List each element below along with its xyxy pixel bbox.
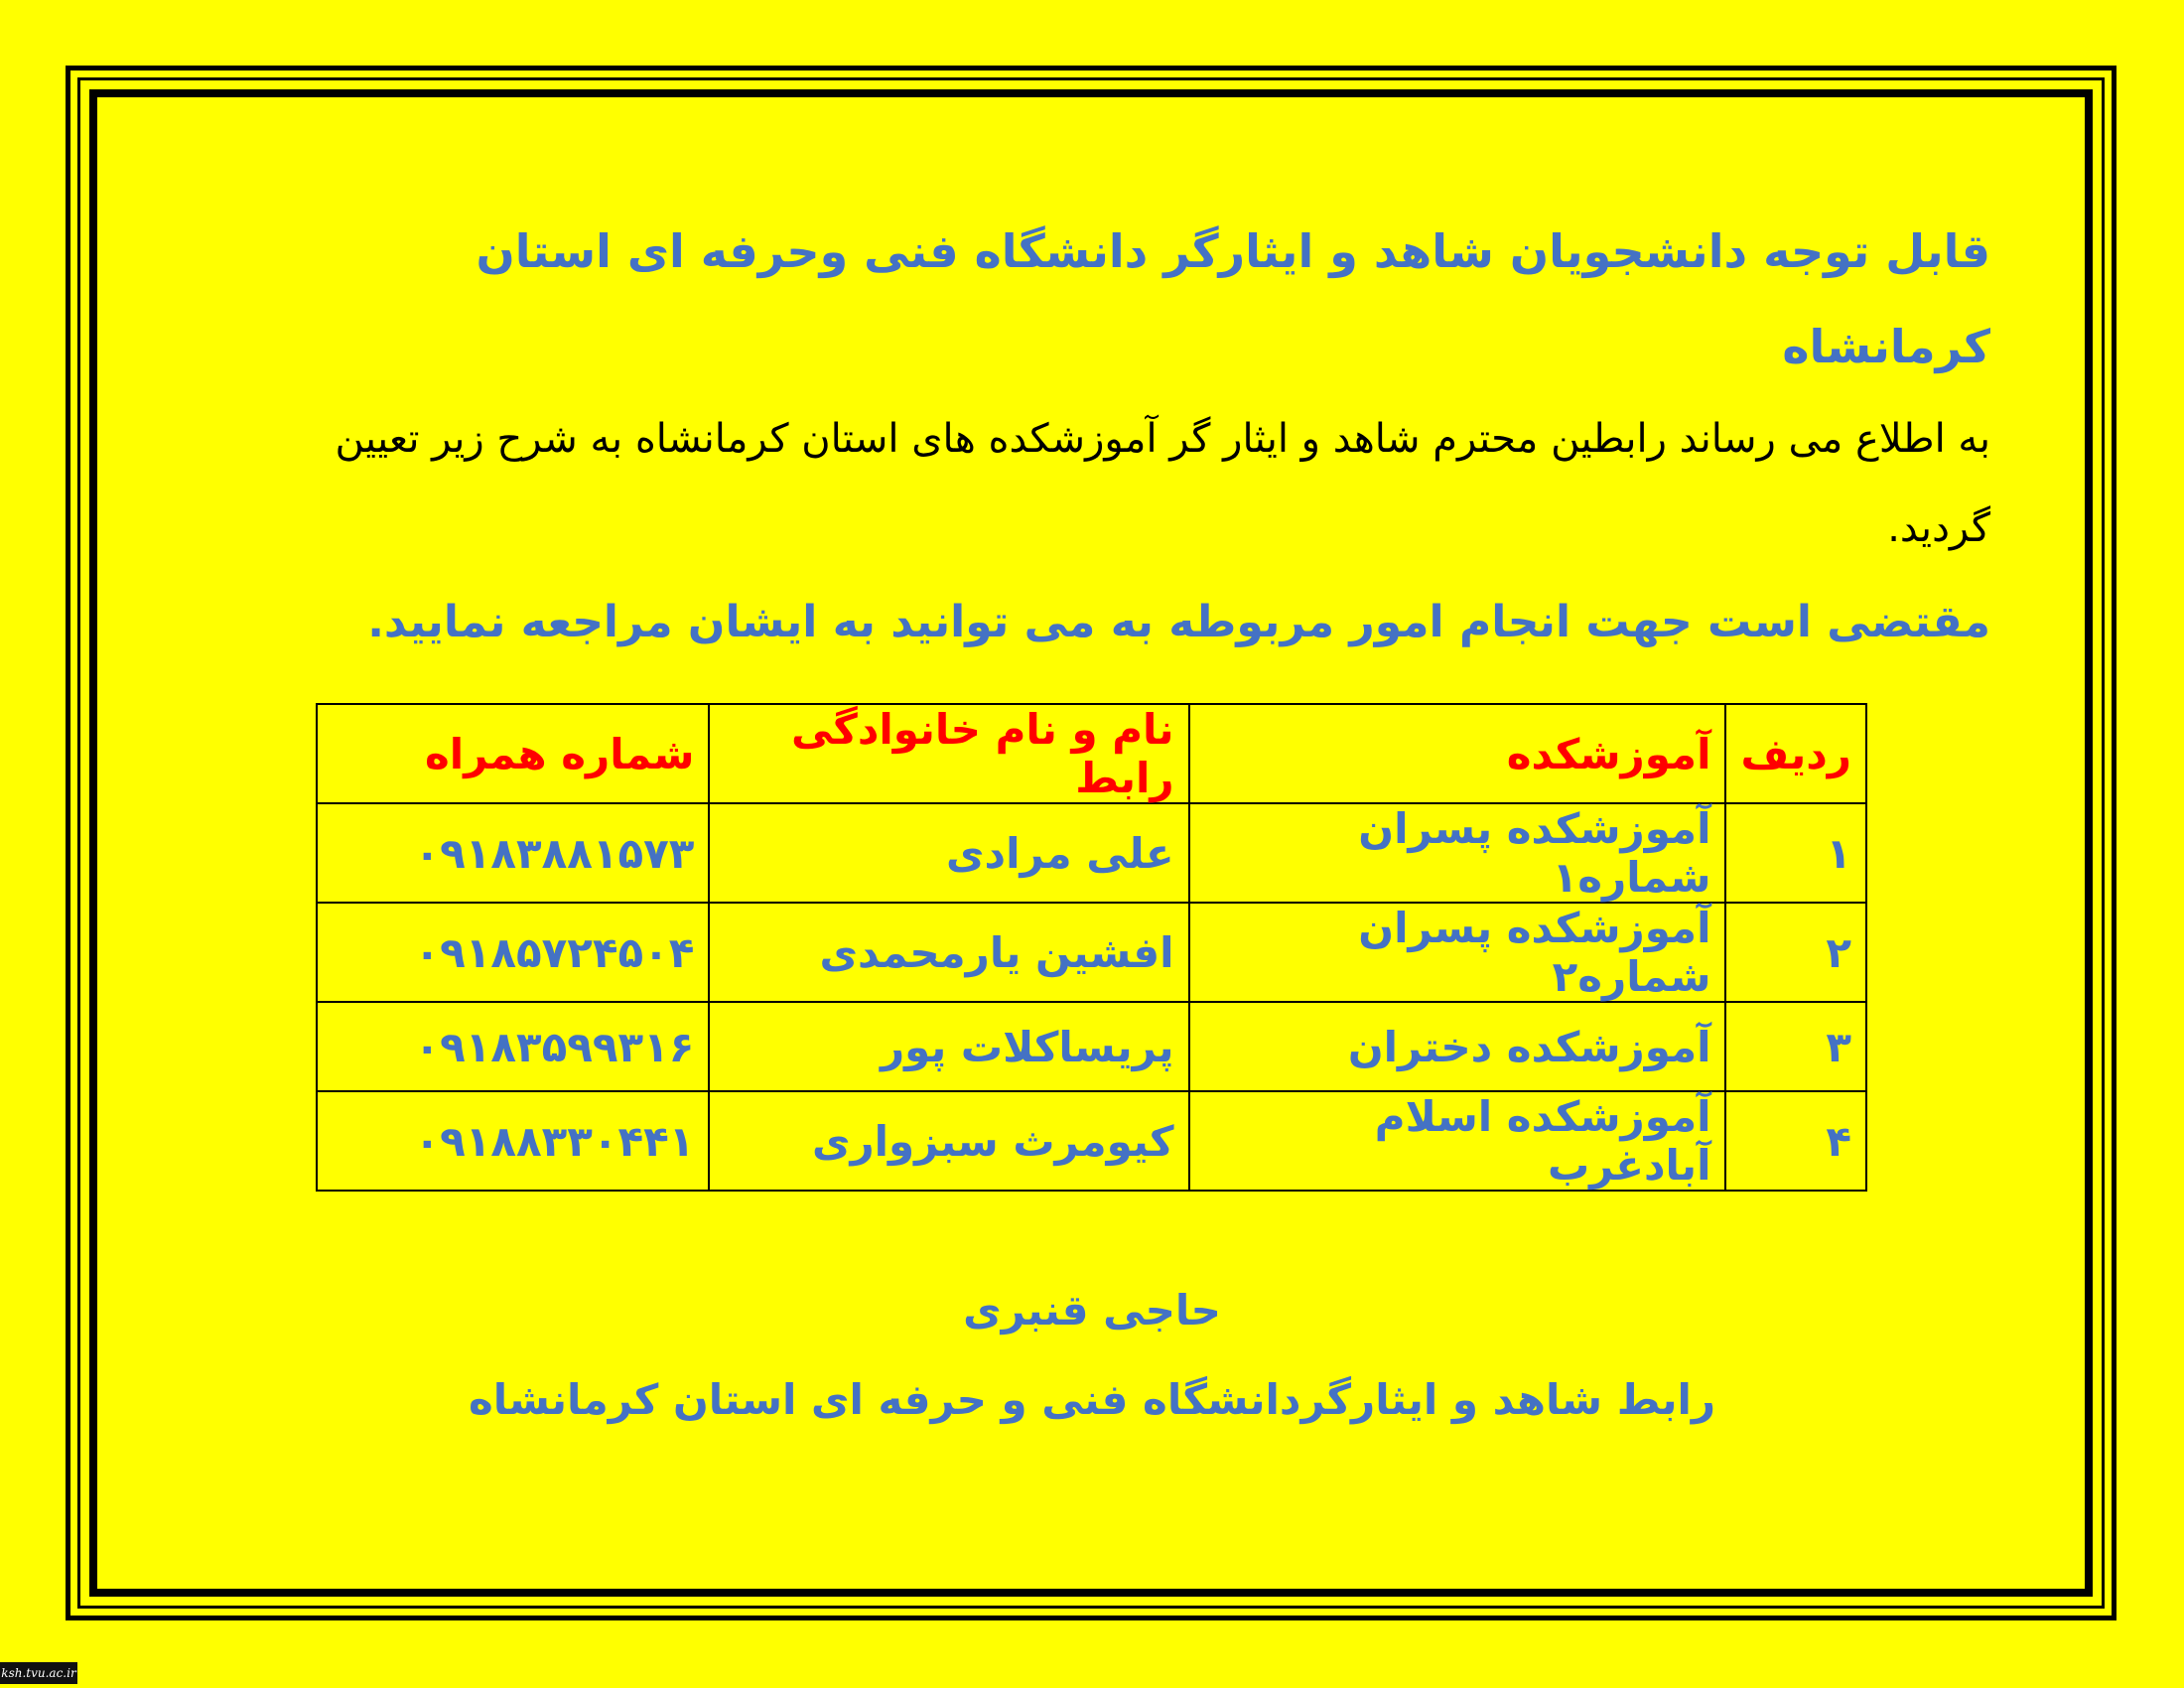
row-school: آموزشکده پسران شماره۱ bbox=[1189, 803, 1726, 903]
row-name: پریساکلات پور bbox=[709, 1002, 1188, 1091]
row-phone: ۰۹۱۸۸۳۳۰۴۴۱ bbox=[317, 1091, 709, 1191]
table-row bbox=[317, 903, 1866, 1002]
contacts-table bbox=[316, 703, 1867, 1192]
row-index: ۲ bbox=[1725, 903, 1866, 1002]
table-row bbox=[317, 1091, 1866, 1191]
table-row bbox=[317, 803, 1866, 903]
row-name: افشین یارمحمدی bbox=[709, 903, 1188, 1002]
header-school: آموزشکده bbox=[1189, 704, 1726, 803]
row-phone: ۰۹۱۸۳۸۸۱۵۷۳ bbox=[317, 803, 709, 903]
row-school: آموزشکده دختران bbox=[1189, 1002, 1726, 1091]
row-name: علی مرادی bbox=[709, 803, 1188, 903]
header-phone: شماره همراه bbox=[317, 704, 709, 803]
signature-name: حاجی قنبری bbox=[963, 1286, 1221, 1335]
row-index: ۴ bbox=[1725, 1091, 1866, 1191]
row-index: ۳ bbox=[1725, 1002, 1866, 1091]
signature-role: رابط شاهد و ایثارگردانشگاه فنی و حرفه ای استان کرمانشاه bbox=[468, 1375, 1716, 1424]
header-index: ردیف bbox=[1725, 704, 1866, 803]
table-row bbox=[317, 1002, 1866, 1091]
row-phone: ۰۹۱۸۳۵۹۹۳۱۶ bbox=[317, 1002, 709, 1091]
row-name: کیومرث سبزواری bbox=[709, 1091, 1188, 1191]
announcement-title: قابل توجه دانشجویان شاهد و ایثارگر دانشگاه فنی وحرفه ای استان کرمانشاه bbox=[476, 224, 1990, 373]
row-school: آموزشکده اسلام آبادغرب bbox=[1189, 1091, 1726, 1191]
row-index: ۱ bbox=[1725, 803, 1866, 903]
site-logo[interactable]: ksh.tvu.ac.ir bbox=[0, 1662, 77, 1684]
announcement-notice: مقتضی است جهت انجام امور مربوطه به می توانید به ایشان مراجعه نمایید. bbox=[367, 597, 1990, 647]
header-name: نام و نام خانوادگی رابط bbox=[709, 704, 1188, 803]
row-phone: ۰۹۱۸۵۷۲۴۵۰۴ bbox=[317, 903, 709, 1002]
announcement bbox=[308, 204, 1990, 662]
signature-block bbox=[308, 1266, 1876, 1445]
announcement-body: به اطلاع می رساند رابطین محترم شاهد و ایثار گر آموزشکده های استان کرمانشاه به شرح زیر تعیین گردید. bbox=[335, 416, 1990, 551]
table-header-row bbox=[317, 704, 1866, 803]
row-school: آموزشکده پسران شماره۲ bbox=[1189, 903, 1726, 1002]
